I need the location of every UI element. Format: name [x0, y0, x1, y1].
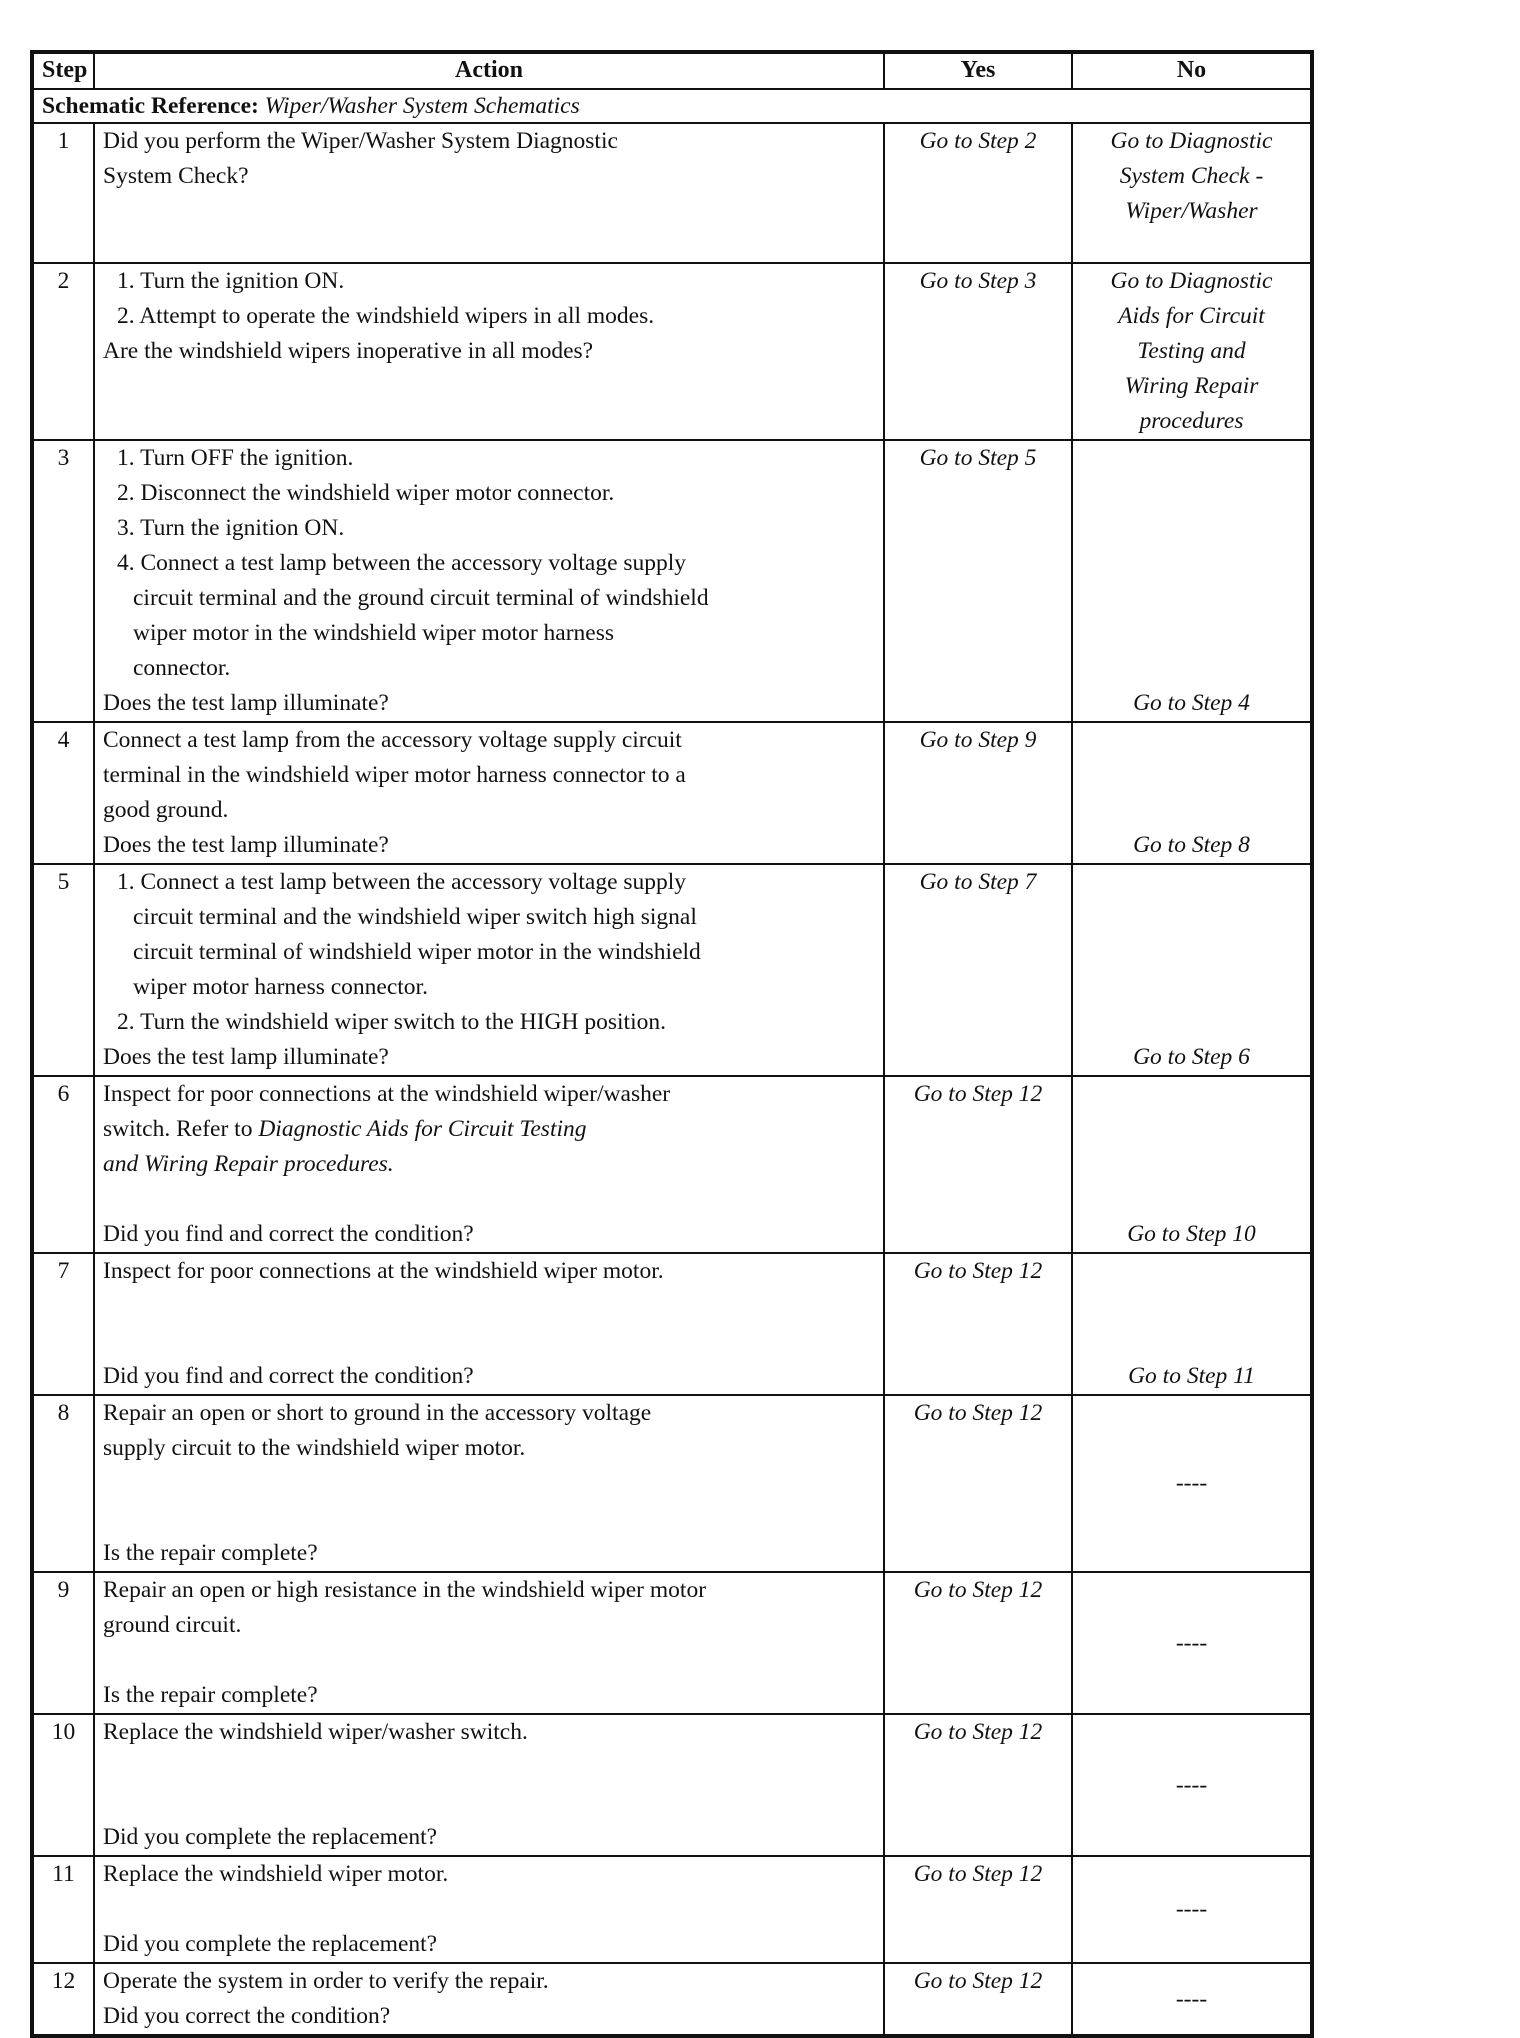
action-line: Does the test lamp illuminate?: [103, 690, 389, 716]
action-line: System Check?: [103, 163, 249, 189]
spacer: [103, 1892, 875, 1927]
no-cell: ----: [1072, 1856, 1312, 1963]
spacer: [103, 1501, 875, 1536]
diagnostic-table: [30, 50, 1314, 2038]
no-line: Testing and: [1137, 338, 1246, 364]
action-line: Is the repair complete?: [103, 1682, 318, 1708]
step-number: 1: [32, 123, 94, 263]
action-line: Operate the system in order to verify the repair.: [103, 1968, 549, 1994]
header-no: No: [1072, 52, 1312, 89]
table-row: [32, 864, 1312, 1076]
no-cell[interactable]: Go to Step 4: [1072, 440, 1312, 722]
action-line: connector.: [133, 655, 231, 681]
action-cell: [94, 864, 884, 1076]
spacer: [103, 1785, 875, 1820]
action-cell: [94, 1714, 884, 1856]
action-line: Connect a test lamp from the accessory voltage supply circuit: [103, 727, 682, 753]
no-cell: ----: [1072, 1395, 1312, 1572]
action-line: 1. Turn OFF the ignition.: [117, 445, 354, 471]
action-line: 2. Attempt to operate the windshield wipers in all modes.: [117, 303, 655, 329]
no-line: Go to Diagnostic: [1110, 128, 1273, 154]
yes-cell[interactable]: Go to Step 12: [884, 1253, 1072, 1395]
schematic-label: Schematic Reference:: [42, 93, 259, 119]
yes-cell[interactable]: Go to Step 3: [884, 263, 1072, 440]
action-line: Repair an open or high resistance in the windshield wiper motor: [103, 1577, 707, 1603]
table-row: [32, 722, 1312, 864]
schematic-link[interactable]: Wiper/Washer System Schematics: [264, 93, 580, 119]
no-line: Aids for Circuit: [1118, 303, 1265, 329]
step-number: 2: [32, 263, 94, 440]
spacer: [103, 1643, 875, 1678]
no-cell[interactable]: Go to Step 10: [1072, 1076, 1312, 1253]
action-line: wiper motor harness connector.: [133, 974, 428, 1000]
action-line: 1. Turn the ignition ON.: [117, 268, 345, 294]
no-cell: ----: [1072, 1572, 1312, 1714]
table-row: [32, 1253, 1312, 1395]
header-step: Step: [32, 52, 94, 89]
yes-cell[interactable]: Go to Step 12: [884, 1076, 1072, 1253]
table-row: [32, 123, 1312, 263]
action-line: [103, 1112, 875, 1147]
action-line: Did you complete the replacement?: [103, 1824, 438, 1850]
action-cell: [94, 1856, 884, 1963]
step-number: 12: [32, 1963, 94, 2036]
step-number: 5: [32, 864, 94, 1076]
action-line: Inspect for poor connections at the windshield wiper motor.: [103, 1258, 664, 1284]
action-line: Repair an open or short to ground in the accessory voltage: [103, 1400, 652, 1426]
schematic-row: [32, 89, 1312, 123]
procedure-link[interactable]: Diagnostic Aids for Circuit Testing: [258, 1116, 587, 1142]
action-line: ground circuit.: [103, 1612, 242, 1638]
action-cell: [94, 123, 884, 263]
no-cell[interactable]: Go to Step 11: [1072, 1253, 1312, 1395]
action-line: Did you find and correct the condition?: [103, 1221, 474, 1247]
yes-cell[interactable]: Go to Step 12: [884, 1395, 1072, 1572]
action-line: Does the test lamp illuminate?: [103, 832, 389, 858]
action-cell: [94, 440, 884, 722]
action-line: circuit terminal and the ground circuit terminal of windshield: [133, 585, 709, 611]
action-cell: [94, 263, 884, 440]
action-line: Inspect for poor connections at the windshield wiper/washer: [103, 1081, 671, 1107]
spacer: [103, 1466, 875, 1501]
action-line: Did you complete the replacement?: [103, 1931, 438, 1957]
no-line: procedures: [1139, 408, 1244, 434]
step-number: 11: [32, 1856, 94, 1963]
yes-cell[interactable]: Go to Step 2: [884, 123, 1072, 263]
action-line: 4. Connect a test lamp between the accessory voltage supply: [117, 550, 687, 576]
action-cell: [94, 1253, 884, 1395]
action-line: 2. Disconnect the windshield wiper motor connector.: [117, 480, 615, 506]
no-cell[interactable]: Go to Step 6: [1072, 864, 1312, 1076]
action-line: Does the test lamp illuminate?: [103, 1044, 389, 1070]
schematic-reference: [32, 89, 1312, 123]
action-line: Did you perform the Wiper/Washer System Diagnostic: [103, 128, 618, 154]
step-number: 7: [32, 1253, 94, 1395]
step-number: 3: [32, 440, 94, 722]
action-cell: [94, 1963, 884, 2036]
spacer: [103, 1182, 875, 1217]
action-line: supply circuit to the windshield wiper motor.: [103, 1435, 526, 1461]
action-line: good ground.: [103, 797, 229, 823]
action-cell: [94, 1395, 884, 1572]
header-yes: Yes: [884, 52, 1072, 89]
action-cell: [94, 1572, 884, 1714]
table-row: [32, 440, 1312, 722]
table-row: [32, 1076, 1312, 1253]
step-number: 4: [32, 722, 94, 864]
no-line: Wiper/Washer: [1125, 198, 1258, 224]
spacer: [103, 1324, 875, 1359]
no-cell[interactable]: [1072, 123, 1312, 263]
step-number: 8: [32, 1395, 94, 1572]
action-line: Did you find and correct the condition?: [103, 1363, 474, 1389]
action-line: Did you correct the condition?: [103, 2003, 391, 2029]
no-line: Go to Diagnostic: [1110, 268, 1273, 294]
yes-cell[interactable]: Go to Step 7: [884, 864, 1072, 1076]
no-line: Wiring Repair: [1124, 373, 1259, 399]
action-line: Are the windshield wipers inoperative in all modes?: [103, 338, 594, 364]
action-line: 2. Turn the windshield wiper switch to the HIGH position.: [117, 1009, 666, 1035]
action-line: Replace the windshield wiper/washer switch.: [103, 1719, 528, 1745]
yes-cell[interactable]: Go to Step 12: [884, 1572, 1072, 1714]
action-line: Replace the windshield wiper motor.: [103, 1861, 449, 1887]
yes-cell[interactable]: Go to Step 12: [884, 1714, 1072, 1856]
no-line: System Check -: [1119, 163, 1264, 189]
action-line: 1. Connect a test lamp between the accessory voltage supply: [117, 869, 687, 895]
action-line: circuit terminal of windshield wiper motor in the windshield: [133, 939, 701, 965]
action-line: Is the repair complete?: [103, 1540, 318, 1566]
action-cell: [94, 1076, 884, 1253]
yes-cell[interactable]: Go to Step 5: [884, 440, 1072, 722]
yes-cell[interactable]: Go to Step 9: [884, 722, 1072, 864]
table-row: [32, 263, 1312, 440]
action-line: 3. Turn the ignition ON.: [117, 515, 345, 541]
no-cell: ----: [1072, 1714, 1312, 1856]
table-row: [32, 1856, 1312, 1963]
table-row: [32, 1395, 1312, 1572]
step-number: 6: [32, 1076, 94, 1253]
header-row: [32, 52, 1312, 89]
spacer: [103, 1750, 875, 1785]
no-cell[interactable]: Go to Step 8: [1072, 722, 1312, 864]
action-text: switch. Refer to: [103, 1116, 253, 1142]
table-row: [32, 1714, 1312, 1856]
action-line: terminal in the windshield wiper motor harness connector to a: [103, 762, 686, 788]
action-line: circuit terminal and the windshield wiper switch high signal: [133, 904, 697, 930]
action-line: wiper motor in the windshield wiper motor harness: [133, 620, 615, 646]
step-number: 10: [32, 1714, 94, 1856]
procedure-link[interactable]: and Wiring Repair procedures.: [103, 1151, 394, 1177]
spacer: [103, 1289, 875, 1324]
action-cell: [94, 722, 884, 864]
no-cell: ----: [1072, 1963, 1312, 2036]
yes-cell[interactable]: Go to Step 12: [884, 1856, 1072, 1963]
table-row: [32, 1963, 1312, 2036]
yes-cell[interactable]: Go to Step 12: [884, 1963, 1072, 2036]
header-action: Action: [94, 52, 884, 89]
no-cell[interactable]: [1072, 263, 1312, 440]
table-row: [32, 1572, 1312, 1714]
step-number: 9: [32, 1572, 94, 1714]
